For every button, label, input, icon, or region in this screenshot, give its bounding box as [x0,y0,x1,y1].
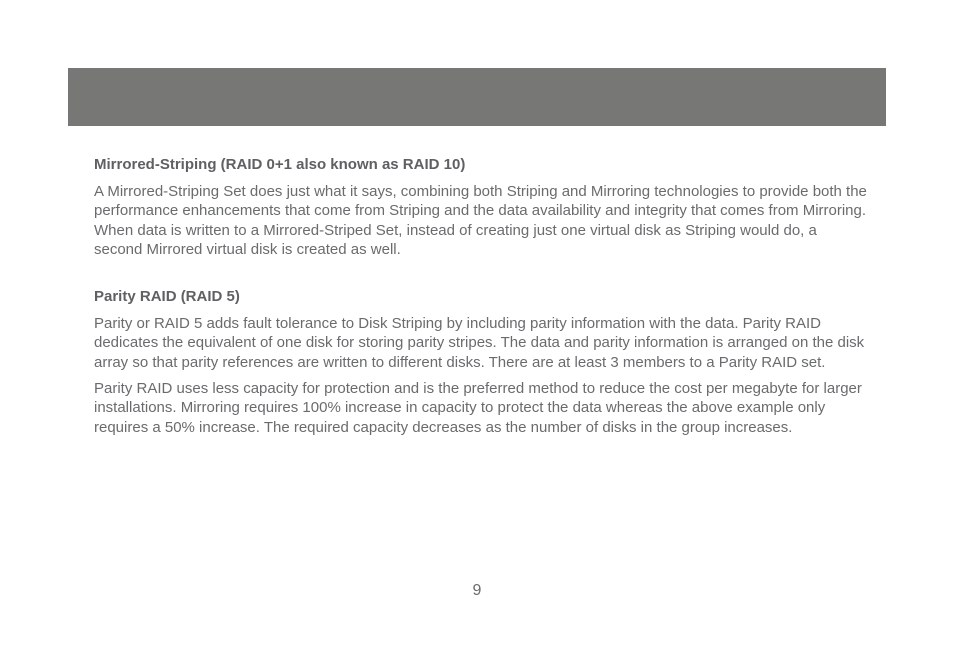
section-heading: Mirrored-Striping (RAID 0+1 also known as RAID 10) [94,156,466,173]
header-bar [68,68,886,126]
paragraph: A Mirrored-Striping Set does just what it says, combining both Striping and Mirroring technologies to provide both the performance enhancements that come from Striping and the data availability and integrity that comes from Mirroring. When data is written to a Mirrored-Striped Set, instead of creating just one virtual disk as Striping would do, a second Mirrored virtual disk is created as well. [94,183,867,258]
section-heading: Parity RAID (RAID 5) [94,288,240,306]
page-number: 9 [472,582,482,599]
section-raid-5 [94,287,869,437]
section-raid-10 [94,155,869,259]
paragraph: Parity RAID uses less capacity for protection and is the preferred method to reduce the cost per megabyte for larger installations. Mirroring requires 100% increase in capacity to protect the data whereas the above example only requires a 50% increase. The required capacity decreases as the number of disks in the group increases. [94,380,862,436]
page-content [94,155,869,444]
paragraph: Parity or RAID 5 adds fault tolerance to Disk Striping by including parity information with the data. Parity RAID dedicates the equivalent of one disk for storing parity stripes. The data and parity information is arranged on the disk array so that parity references are written to different disks. There are at least 3 members to a Parity RAID set. [94,315,865,371]
